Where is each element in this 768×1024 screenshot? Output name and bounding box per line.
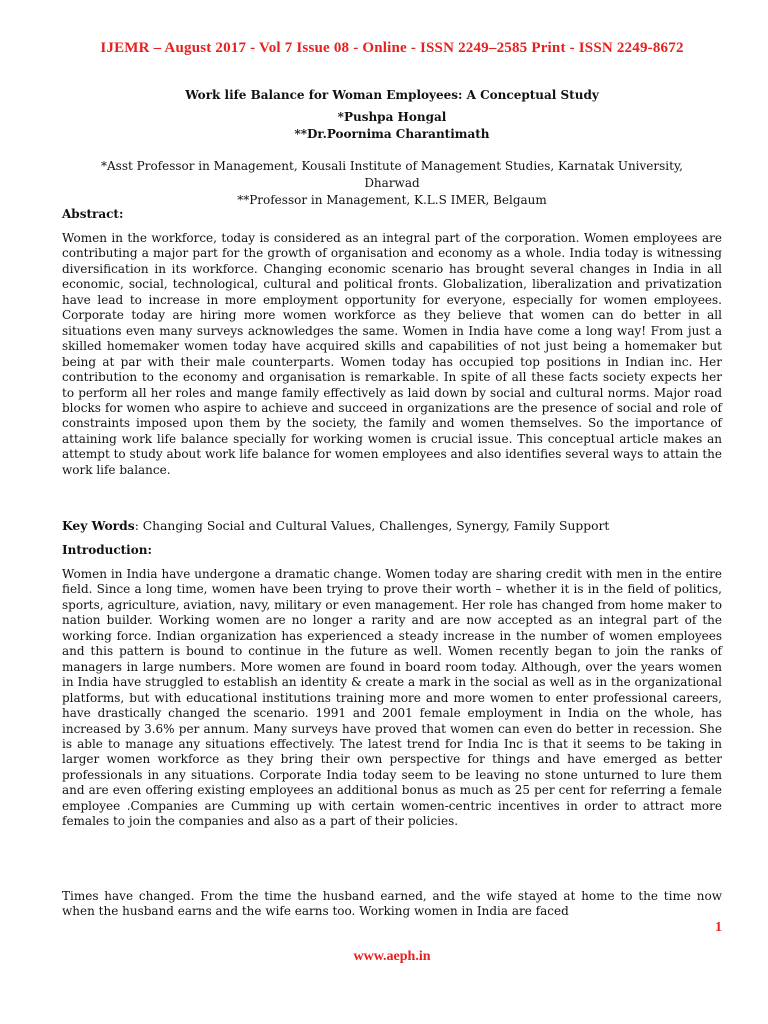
keywords-text: : Changing Social and Cultural Values, Challenges, Synergy, Family Support [134, 519, 610, 533]
page-number: 1 [715, 920, 722, 935]
affiliations: *Asst Professor in Management, Kousali Institute of Management Studies, Karnatak University, Dharwad **Professor in Management, K.L.S IMER, Belgaum [101, 159, 683, 207]
keywords [62, 518, 722, 533]
author-1: *Pushpa Hongal [337, 110, 447, 124]
abstract-heading: Abstract: [62, 207, 124, 221]
footer-url[interactable]: www.aeph.in [353, 949, 431, 964]
keywords-label: Key Words [62, 518, 135, 533]
paper-title: Work life Balance for Woman Employees: A Conceptual Study [185, 88, 599, 102]
author-2: **Dr.Poornima Charantimath [294, 127, 490, 141]
introduction-heading: Introduction: [62, 543, 152, 557]
abstract-text: Women in the workforce, today is considered as an integral part of the corporation. Women employees are contributing a major part for the growth of organisation and economy as a whole. India today is witnessing diversification in its workforce. Changing economic scenario has brought several changes in India in all economic, social, technological, cultural and political fronts. Globalization, liberalization and privatization have lead to increase in more employment opportunity for everyone, especially for women employees. Corporate today are hiring more women workforce as they believe that women can do better in all situations even many surveys acknowledges the same. Women in India have come a long way! From just a skilled homemaker women today have acquired skills and capabilities of not just being a homemaker but being at par with their male counterparts. Women today has occupied top positions in Indian inc. Her contribution to the economy and organisation is remarkable. In spite of all these facts society expects her to perform all her roles and mange family effectively as laid down by social and cultural norms. Major road blocks for women who aspire to achieve and succeed in organizations are the presence of social and role of constraints imposed upon them by the society, the family and women themselves. So the importance of attaining work life balance specially for working women is crucial issue. This conceptual article makes an attempt to study about work life balance for women employees and also identifies several ways to attain the work life balance. [62, 231, 722, 477]
introduction-paragraph-1: Women in India have undergone a dramatic change. Women today are sharing credit with men in the entire field. Since a long time, women have been trying to prove their worth – whether it is in the field of politics, sports, agriculture, aviation, navy, military or even management. Her role has changed from home maker to nation builder. Working women are no longer a rarity and are now accepted as an integral part of the working force. Indian organization has experienced a steady increase in the number of women employees and this pattern is bound to continue in the future as well. Women recently began to join the ranks of managers in large numbers. More women are found in board room today. Although, over the years women in India have struggled to establish an identity & create a mark in the social as well as in the organizational platforms, but with educational institutions training more and more women to enter professional careers, have drastically changed the scenario. 1991 and 2001 female employment in India on the whole, has increased by 3.6% per annum. Many surveys have proved that women can even do better in recession. She is able to manage any situations effectively. The latest trend for India Inc is that it seems to be taking in larger women workforce as they bring their own perspective for things and have emerged as better professionals in any situations. Corporate India today seem to be leaving no stone unturned to lure them and are even offering existing employees an additional bonus as much as 25 per cent for referring a female employee .Companies are Cumming up with certain women-centric incentives in order to attract more females to join the companies and also as a part of their policies. [62, 567, 722, 829]
introduction-paragraph-2: Times have changed. From the time the husband earned, and the wife stayed at home to the time now when the husband earns and the wife earns too. Working women in India are faced [62, 889, 722, 919]
paper-page [62, 0, 722, 1024]
journal-header: IJEMR – August 2017 - Vol 7 Issue 08 - Online - ISSN 2249–2585 Print - ISSN 2249-8672 [100, 40, 684, 56]
